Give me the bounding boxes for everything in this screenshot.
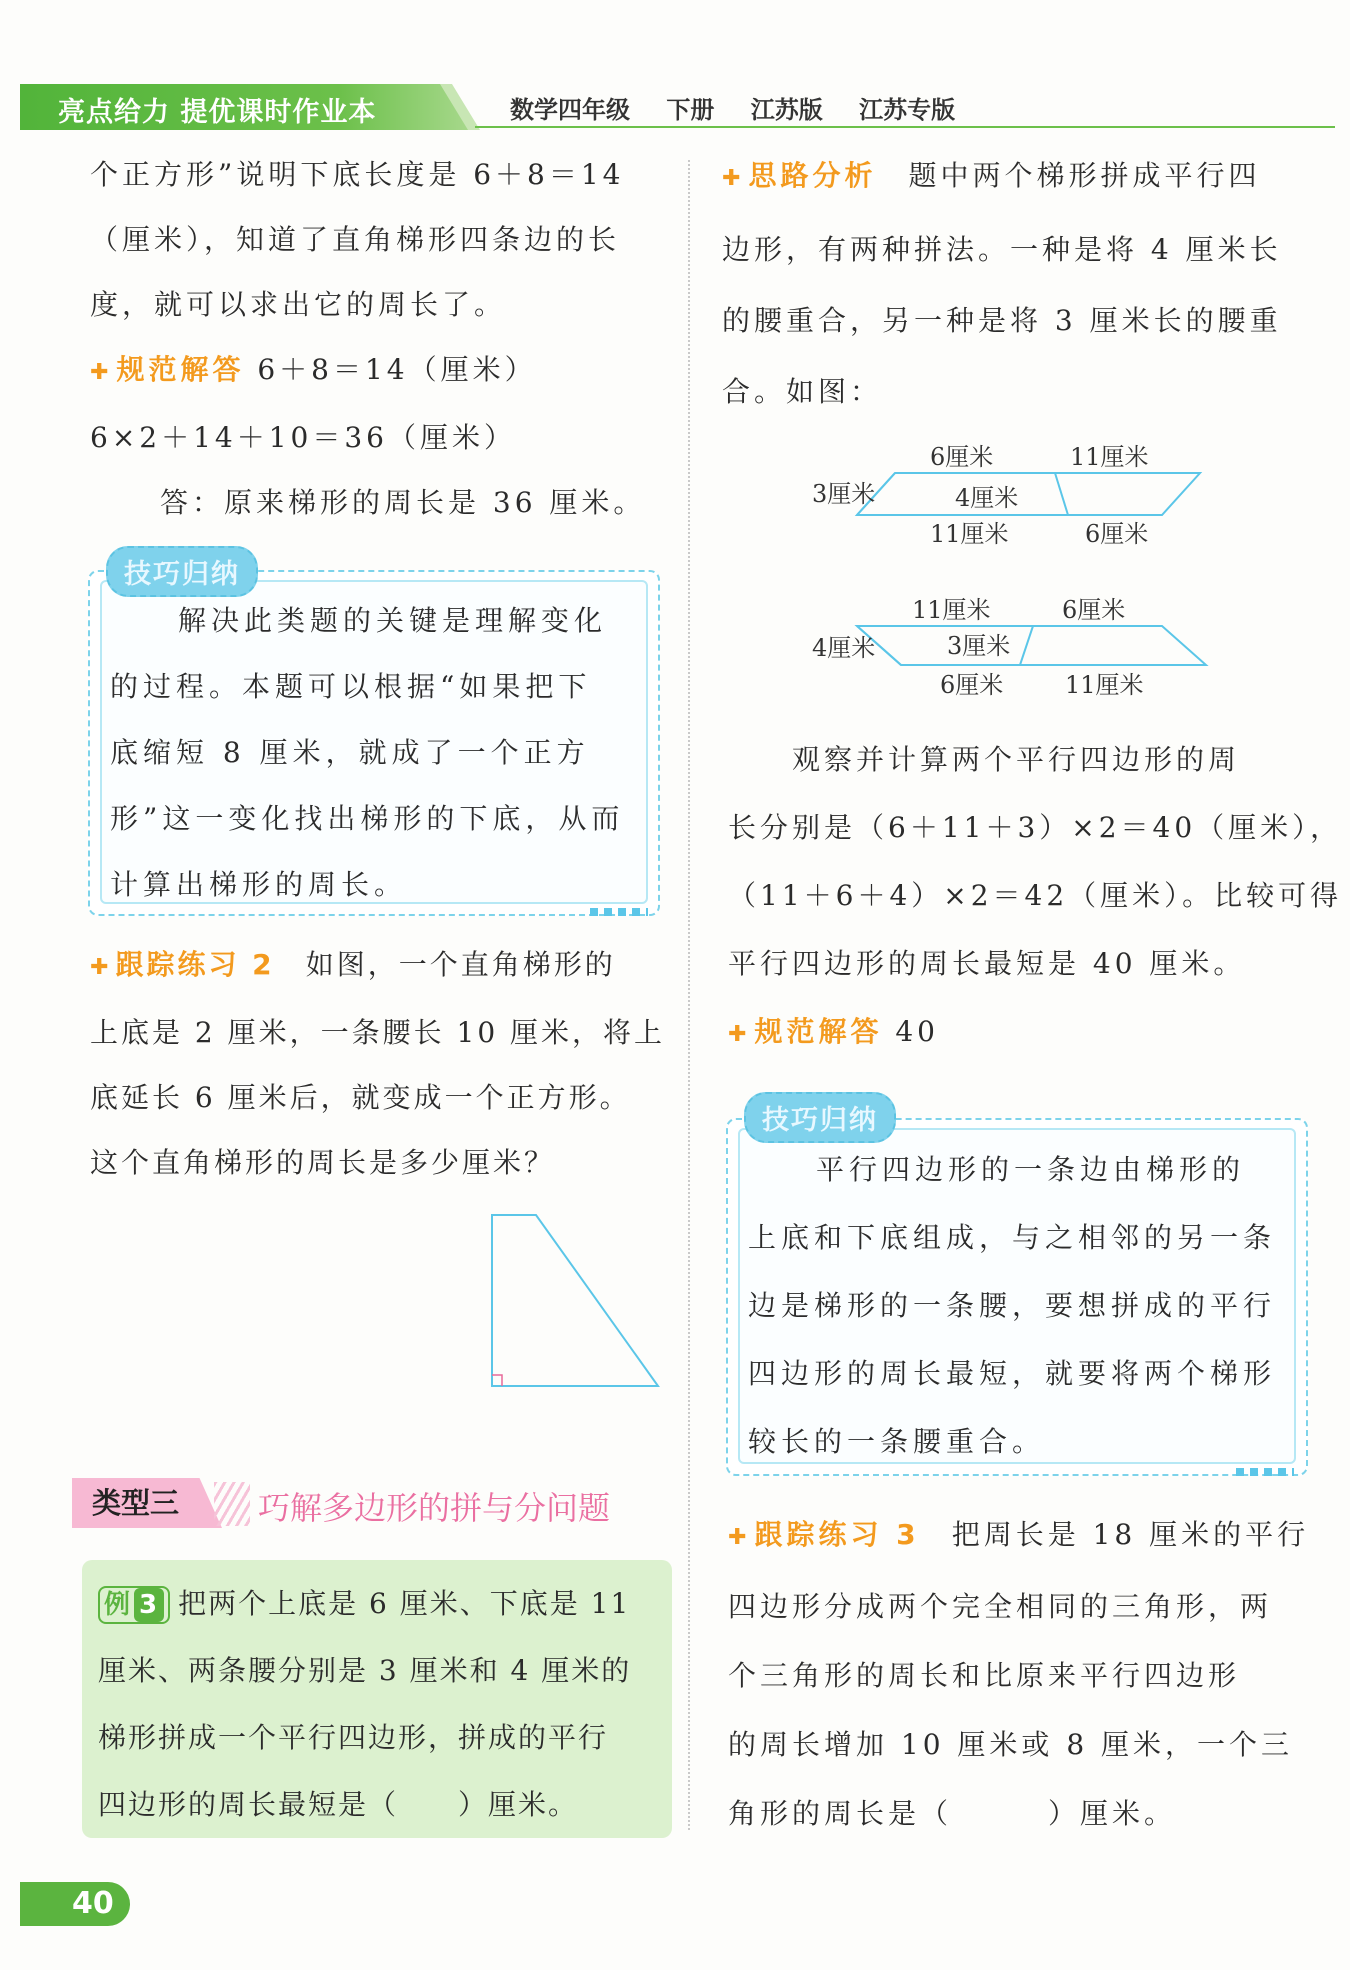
answer-line2: 6×2＋14＋10＝36（厘米） (90, 421, 516, 454)
parallelogram-figure-1 (800, 438, 1220, 558)
tip-line: 底缩短 8 厘米，就成了一个正方 (110, 736, 590, 769)
tip-text-right (748, 1136, 1276, 1476)
tip-badge-right: 技巧归纳 (744, 1092, 896, 1143)
analysis-line: 合。如图： (722, 375, 883, 408)
fig2-bottom-left: 6厘米 (940, 671, 1004, 699)
fig2-left: 4厘米 (812, 634, 876, 662)
trapezoid-shape (492, 1215, 658, 1386)
fig2-middle: 3厘米 (947, 632, 1011, 660)
example-first (98, 1570, 631, 1637)
example-text (98, 1570, 631, 1838)
plus-icon: ✚ (90, 955, 112, 980)
practice3-line: 把周长是 18 厘米的平行 (951, 1518, 1310, 1551)
example-num: 3 (134, 1588, 164, 1622)
tip-line: 四边形的周长最短，就要将两个梯形 (748, 1357, 1277, 1390)
example-line: 梯形拼成一个平行四边形，拼成的平行 (98, 1721, 609, 1754)
header-subject: 数学四年级 (510, 96, 630, 124)
fig1-bottom-right: 6厘米 (1085, 520, 1149, 548)
practice3 (728, 1500, 1309, 1848)
calc (728, 726, 1342, 1069)
practice2-line: 如图，一个直角梯形的 (305, 948, 616, 981)
tip-dash-right (1236, 1468, 1294, 1476)
fig1-top-right: 11厘米 (1070, 443, 1149, 471)
left-intro (90, 142, 645, 535)
fig1-middle: 4厘米 (955, 484, 1019, 512)
type-badge: 类型三 (92, 1486, 180, 1520)
parallelogram-figure-2 (800, 590, 1220, 705)
analysis-line: 的腰重合，另一种是将 3 厘米长的腰重 (722, 304, 1282, 337)
parallelogram-outline (857, 473, 1200, 515)
header-edition: 江苏版 (750, 96, 823, 124)
type-title: 巧解多边形的拼与分问题 (258, 1489, 611, 1527)
practice2-label: 跟踪练习 2 (115, 948, 275, 981)
shared-leg (1020, 626, 1033, 665)
practice3-label: 跟踪练习 3 (754, 1518, 920, 1551)
practice2 (90, 932, 665, 1195)
calc-line: 长分别是（6＋11＋3）×2＝40（厘米）， (728, 811, 1343, 844)
analysis-line: 边形，有两种拼法。一种是将 4 厘米长 (722, 233, 1282, 266)
header-special: 江苏专版 (859, 96, 956, 124)
text-line: 个正方形”说明下底长度是 6＋8＝14 (90, 158, 625, 191)
example-line: 厘米、两条腰分别是 3 厘米和 4 厘米的 (98, 1654, 632, 1687)
page-number: 40 (20, 1882, 130, 1926)
tip-line: 形”这一变化找出梯形的下底，从而 (110, 802, 625, 835)
example-line: 把两个上底是 6 厘米、下底是 11 (178, 1587, 631, 1620)
fig2-bottom-right: 11厘米 (1065, 671, 1144, 699)
fig1-left: 3厘米 (812, 480, 876, 508)
fig1-bottom-left: 11厘米 (930, 520, 1009, 548)
practice2-line: 这个直角梯形的周长是多少厘米？ (90, 1146, 556, 1179)
plus-icon: ✚ (90, 360, 113, 385)
analysis (722, 140, 1282, 427)
example-tag-text: 例 (104, 1590, 133, 1620)
tip-text-left (110, 588, 624, 918)
answer-row (90, 337, 645, 405)
tip-line: 的过程。本题可以根据“如果把下 (110, 670, 592, 703)
practice3-first (728, 1500, 1309, 1572)
right-angle-mark (492, 1375, 502, 1386)
practice3-line: 角形的周长是（ ）厘米。 (728, 1797, 1177, 1830)
tip-line: 计算出梯形的周长。 (110, 868, 408, 901)
tip-dash-left (590, 908, 648, 916)
plus-icon: ✚ (728, 1022, 751, 1047)
analysis-first (722, 140, 1282, 214)
practice3-line: 四边形分成两个完全相同的三角形，两 (728, 1590, 1273, 1623)
tip-line: 解决此类题的关键是理解变化 (178, 604, 608, 637)
tip-line: 较长的一条腰重合。 (748, 1425, 1046, 1458)
type-slash-decor (214, 1482, 250, 1526)
practice2-line: 上底是 2 厘米，一条腰长 10 厘米，将上 (90, 1016, 666, 1049)
header-info (510, 90, 983, 125)
answer-label-right: 规范解答 (754, 1015, 883, 1048)
example-line: 四边形的周长最短是（ ）厘米。 (98, 1788, 579, 1821)
tip-line: 平行四边形的一条边由梯形的 (816, 1153, 1246, 1186)
example-tag (98, 1586, 170, 1624)
header-volume: 下册 (666, 96, 715, 124)
practice3-line: 的周长增加 10 厘米或 8 厘米，一个三 (728, 1728, 1294, 1761)
tip-badge-left: 技巧归纳 (106, 546, 258, 597)
tip-line: 边是梯形的一条腰，要想拼成的平行 (748, 1289, 1277, 1322)
answer-line1: 6＋8＝14（厘米） (257, 353, 537, 386)
fig2-top-left: 11厘米 (912, 596, 991, 624)
text-line: 度，就可以求出它的周长了。 (90, 288, 507, 321)
header-rule (475, 126, 1335, 128)
answer-label: 规范解答 (116, 353, 245, 386)
shared-leg (1055, 473, 1068, 515)
column-divider (688, 160, 690, 1830)
practice3-line: 个三角形的周长和比原来平行四边形 (728, 1659, 1241, 1692)
practice2-line: 底延长 6 厘米后，就变成一个正方形。 (90, 1081, 631, 1114)
analysis-line: 题中两个梯形拼成平行四 (908, 159, 1261, 192)
fig1-top-left: 6厘米 (930, 443, 994, 471)
calc-line: 观察并计算两个平行四边形的周 (792, 743, 1241, 776)
right-trapezoid-figure (480, 1200, 670, 1390)
calc-line: 平行四边形的周长最短是 40 厘米。 (728, 947, 1246, 980)
answer-row-right (728, 998, 1342, 1069)
answer-value: 40 (895, 1015, 939, 1048)
plus-icon: ✚ (728, 1525, 751, 1550)
calc-line: （11＋6＋4）×2＝42（厘米）。比较可得 (728, 879, 1343, 912)
analysis-label: 思路分析 (748, 159, 877, 192)
header-brand: 亮点给力 提优课时作业本 (58, 97, 377, 128)
fig2-top-right: 6厘米 (1062, 596, 1126, 624)
text-line: （厘米），知道了直角梯形四条边的长 (90, 223, 621, 256)
practice2-first (90, 932, 665, 1000)
plus-icon: ✚ (722, 166, 745, 191)
answer-line3: 答：原来梯形的周长是 36 厘米。 (160, 486, 646, 519)
tip-line: 上底和下底组成，与之相邻的另一条 (748, 1221, 1277, 1254)
